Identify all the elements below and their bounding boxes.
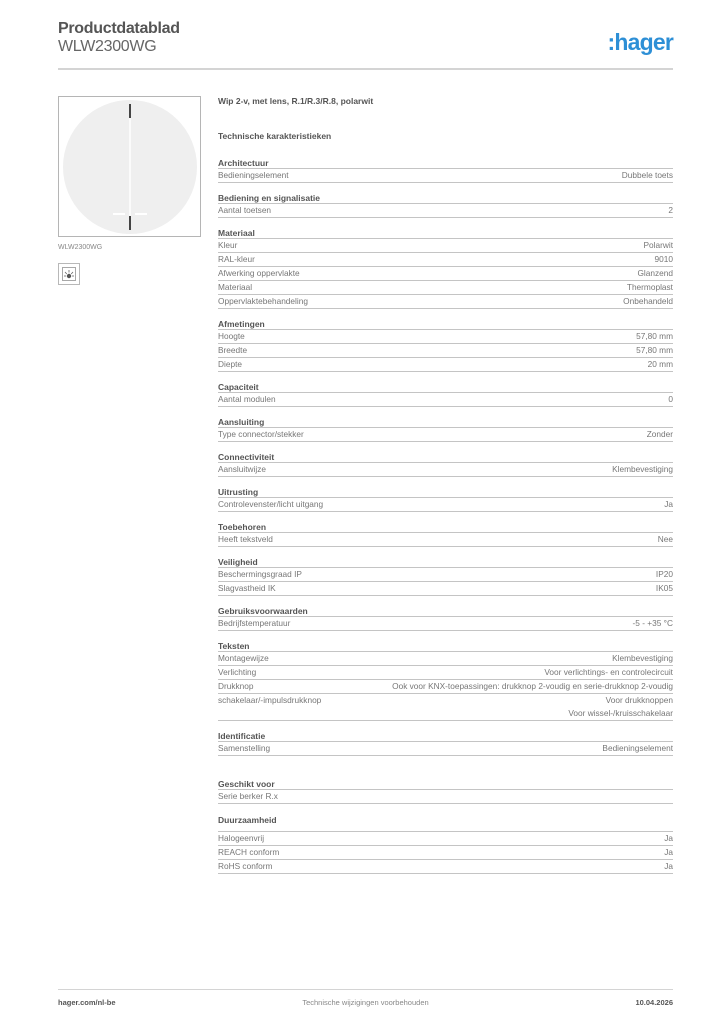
spec-value [568, 694, 673, 720]
spec-group [218, 451, 673, 477]
illuminated-lamp-icon [58, 263, 80, 285]
spec-value [627, 281, 673, 294]
spec-label: RoHS conform [218, 861, 273, 871]
spec-group [218, 814, 673, 874]
spec-group [218, 556, 673, 596]
spec-row [218, 295, 673, 309]
spec-row [218, 358, 673, 372]
spec-value-line: Glanzend [637, 268, 673, 278]
spec-label: Drukknop [218, 681, 254, 691]
spec-row [218, 582, 673, 596]
spec-value [623, 295, 673, 308]
spec-value [658, 533, 673, 546]
image-caption: WLW2300WG [58, 244, 103, 251]
spec-label: Verlichting [218, 667, 257, 677]
spec-value [664, 498, 673, 511]
spec-group-title: Teksten [218, 640, 673, 652]
technical-content [218, 96, 673, 883]
spec-row [218, 281, 673, 295]
spec-row [218, 832, 673, 846]
spec-label: Kleur [218, 240, 238, 250]
hager-logo: :hager [607, 29, 673, 55]
spec-value-line: 57,80 mm [636, 331, 673, 341]
spec-label: Hoogte [218, 331, 245, 341]
spec-value [633, 617, 673, 630]
spec-label: Bedieningselement [218, 170, 289, 180]
spec-value [637, 267, 673, 280]
spec-group-title: Aansluiting [218, 416, 673, 428]
spec-value-line: Ja [664, 833, 673, 843]
spec-group [218, 605, 673, 631]
footer-date: 10.04.2026 [635, 998, 673, 1007]
spec-value [643, 239, 673, 252]
spec-value [622, 169, 673, 182]
spec-value [648, 358, 673, 371]
spec-value-line: Ja [664, 847, 673, 857]
spec-row [218, 568, 673, 582]
spec-group [218, 381, 673, 407]
spec-value [664, 860, 673, 873]
spec-row [218, 790, 673, 804]
spec-group-title: Uitrusting [218, 486, 673, 498]
spec-value-line: Ook voor KNX-toepassingen: drukknop 2-voudig en serie-drukknop 2-voudig [392, 681, 673, 691]
spec-value-line: 57,80 mm [636, 345, 673, 355]
spec-label: REACH conform [218, 847, 280, 857]
spec-value-line: Bedieningselement [602, 743, 673, 753]
spec-row [218, 330, 673, 344]
spec-row [218, 393, 673, 407]
spec-group-title: Bediening en signalisatie [218, 192, 673, 204]
spec-row [218, 267, 673, 281]
spec-value [544, 666, 673, 679]
spec-row [218, 498, 673, 512]
spec-label: Controlevenster/licht uitgang [218, 499, 324, 509]
footer-website-link[interactable]: hager.com/nl-be [58, 998, 116, 1007]
spec-groups [218, 157, 673, 874]
spec-value-line: Zonder [646, 429, 673, 439]
spec-group [218, 778, 673, 804]
spec-label: Oppervlaktebehandeling [218, 296, 308, 306]
document-title: Productdatablad [58, 20, 180, 37]
spec-value-line: Ja [664, 499, 673, 509]
spec-label: RAL-kleur [218, 254, 255, 264]
spec-row [218, 239, 673, 253]
spec-value [612, 463, 673, 476]
spec-value-line: Nee [657, 534, 673, 544]
spec-group [218, 318, 673, 372]
spec-label: Bedrijfstemperatuur [218, 618, 291, 628]
spec-label: Type connector/stekker [218, 429, 304, 439]
spec-value [664, 846, 673, 859]
spec-value-line: 9010 [654, 254, 673, 264]
spec-value-line: 0 [668, 394, 673, 404]
spec-label: Beschermingsgraad IP [218, 569, 302, 579]
spec-row [218, 652, 673, 666]
spec-label: Heeft tekstveld [218, 534, 273, 544]
spec-value-line: Dubbele toets [621, 170, 673, 180]
spec-label: schakelaar/-impulsdrukknop [218, 695, 322, 705]
spec-row [218, 428, 673, 442]
spec-group [218, 192, 673, 218]
spec-row [218, 253, 673, 267]
spec-group-title: Gebruiksvoorwaarden [218, 605, 673, 617]
spec-value-line: Voor wissel-/kruisschakelaar [568, 708, 673, 718]
spec-group [218, 730, 673, 756]
spec-label: Montagewijze [218, 653, 269, 663]
spec-value [647, 428, 673, 441]
spec-row [218, 533, 673, 547]
spec-row [218, 742, 673, 756]
spec-group-title: Identificatie [218, 730, 673, 742]
spec-row [218, 680, 673, 694]
product-image [58, 96, 201, 237]
spec-value [668, 204, 673, 217]
spec-label: Samenstelling [218, 743, 271, 753]
spec-group-title: Connectiviteit [218, 451, 673, 463]
spec-value [392, 680, 673, 693]
spec-value [636, 330, 673, 343]
spec-value [668, 393, 673, 406]
footer-disclaimer: Technische wijzigingen voorbehouden [302, 998, 429, 1007]
spec-value [664, 832, 673, 845]
spec-label: Diepte [218, 359, 242, 369]
spec-value-line: 20 mm [647, 359, 673, 369]
spec-label: Slagvastheid IK [218, 583, 276, 593]
spec-value-line: IK05 [655, 583, 673, 593]
spec-label: Materiaal [218, 282, 253, 292]
spec-group-title: Geschikt voor [218, 778, 673, 790]
spec-row [218, 694, 673, 721]
spec-group [218, 157, 673, 183]
spec-value [636, 344, 673, 357]
spec-group-title: Veiligheid [218, 556, 673, 568]
spec-group [218, 416, 673, 442]
spec-row [218, 169, 673, 183]
spec-value-line: Thermoplast [626, 282, 673, 292]
spec-row [218, 204, 673, 218]
spec-label: Afwerking oppervlakte [218, 268, 300, 278]
spec-group-title: Afmetingen [218, 318, 673, 330]
spec-group-title: Capaciteit [218, 381, 673, 393]
spec-row [218, 463, 673, 477]
spec-group [218, 227, 673, 309]
spec-value-line: Klembevestiging [612, 464, 673, 474]
spec-row [218, 860, 673, 874]
spec-value-line: -5 - +35 °C [632, 618, 673, 628]
spec-value-line: Voor verlichtings- en controlecircuit [544, 667, 673, 677]
spec-group-title: Materiaal [218, 227, 673, 239]
spec-value-line: Onbehandeld [623, 296, 673, 306]
spec-label: Serie berker R.x [218, 791, 278, 801]
spec-value [655, 253, 673, 266]
section-title: Technische karakteristieken [218, 131, 332, 141]
page-header [58, 20, 673, 70]
spec-value [656, 582, 673, 595]
spec-label: Aansluitwijze [218, 464, 266, 474]
spec-row [218, 666, 673, 680]
spec-group [218, 521, 673, 547]
spec-value-line: Klembevestiging [612, 653, 673, 663]
spec-group [218, 486, 673, 512]
spec-group [218, 640, 673, 721]
spec-group-title: Toebehoren [218, 521, 673, 533]
spec-value-line: Voor drukknoppen [605, 695, 673, 705]
spec-group-title: Duurzaamheid [218, 814, 673, 832]
product-code: WLW2300WG [58, 38, 157, 55]
spec-value-line: Ja [664, 861, 673, 871]
spec-value [602, 742, 673, 755]
product-description: Wip 2-v, met lens, R.1/R.3/R.8, polarwit [218, 96, 374, 106]
spec-row [218, 617, 673, 631]
footer-divider [58, 989, 673, 990]
spec-row [218, 344, 673, 358]
spec-group-title: Architectuur [218, 157, 673, 169]
double-rocker-switch-image [59, 97, 200, 236]
spec-value [612, 652, 673, 665]
spec-value-line: IP20 [655, 569, 673, 579]
header-divider [58, 68, 673, 70]
spec-value-line: Polarwit [643, 240, 673, 250]
spec-label: Breedte [218, 345, 248, 355]
spec-label: Aantal toetsen [218, 205, 272, 215]
spec-value-line: 2 [668, 205, 673, 215]
spec-value [656, 568, 673, 581]
spec-row [218, 846, 673, 860]
spec-label: Aantal modulen [218, 394, 276, 404]
spec-label: Halogeenvrij [218, 833, 265, 843]
